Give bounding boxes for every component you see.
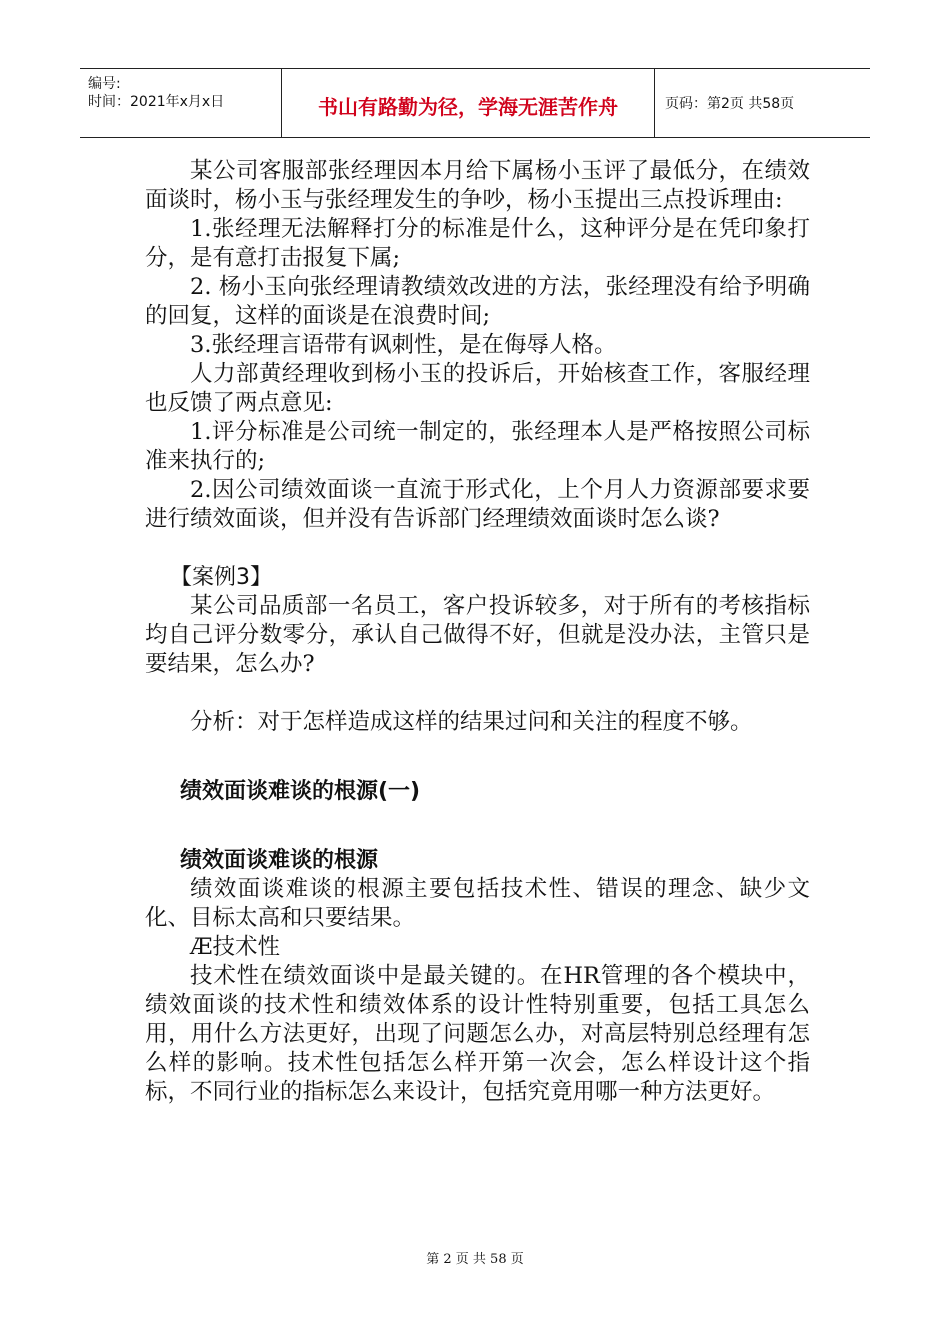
spacer <box>145 806 810 846</box>
number-label: 编号: <box>88 76 121 92</box>
case2-opinion-1: 1.评分标准是公司统一制定的，张经理本人是严格按照公司标准来执行的; <box>145 419 810 474</box>
spacer <box>145 737 810 777</box>
case2-hr-response: 人力部黄经理收到杨小玉的投诉后，开始核查工作，客服经理也反馈了两点意见: <box>145 361 810 416</box>
spacer <box>145 534 810 563</box>
technical-text: 技术性在绩效面谈中是最关键的。在HR管理的各个模块中，绩效面谈的技术性和绩效体系的设计性特别重要，包括工具怎么用，用什么方法更好，出现了问题怎么办，对高层特别总经理有怎么样的影响。技术性包括怎么样开第一次会，怎么样设计这个指标，不同行业的指标怎么来设计，包括究竟用哪一种方法更好。 <box>145 963 810 1105</box>
page-footer: 第 2 页 共 58 页 <box>426 1252 524 1267</box>
header-motto: 书山有路勤为径，学海无涯苦作舟 <box>318 95 618 119</box>
root-intro: 绩效面谈难谈的根源主要包括技术性、错误的理念、缺少文化、目标太高和只要结果。 <box>145 876 810 931</box>
page-header <box>80 68 870 138</box>
case2-opinion-2: 2.因公司绩效面谈一直流于形式化，上个月人力资源部要求要进行绩效面谈，但并没有告诉部门经理绩效面谈时怎么谈? <box>145 477 810 532</box>
case2-intro: 某公司客服部张经理因本月给下属杨小玉评了最低分，在绩效面谈时，杨小玉与张经理发生的争吵，杨小玉提出三点投诉理由: <box>145 158 810 213</box>
case2-reason-3: 3.张经理言语带有讽刺性，是在侮辱人格。 <box>190 332 617 358</box>
header-right-cell <box>655 69 870 137</box>
case3-title: 【案例3】 <box>170 565 272 590</box>
section-heading-1: 绩效面谈难谈的根源(一) <box>180 779 421 804</box>
header-middle-cell <box>282 69 655 137</box>
case2-reason-2: 2. 杨小玉向张经理请教绩效改进的方法，张经理没有给予明确的回复，这样的面谈是在浪费时间; <box>145 274 810 329</box>
case2-reason-1: 1.张经理无法解释打分的标准是什么，这种评分是在凭印象打分，是有意打击报复下属; <box>145 216 810 271</box>
analysis-text: 分析：对于怎样造成这样的结果过问和关注的程度不够。 <box>190 709 753 735</box>
header-left-cell <box>80 69 282 137</box>
section-heading-2: 绩效面谈难谈的根源 <box>180 848 379 873</box>
time-label: 时间：2021年x月x日 <box>88 94 225 110</box>
case3-text: 某公司品质部一名员工，客户投诉较多，对于所有的考核指标均自己评分数零分，承认自己做得不好，但就是没办法，主管只是要结果，怎么办? <box>145 593 810 677</box>
page-info: 页码：第2页 共58页 <box>665 96 795 112</box>
spacer <box>145 679 810 708</box>
bullet-technical: Æ技术性 <box>190 934 281 960</box>
document-body <box>145 157 810 1107</box>
